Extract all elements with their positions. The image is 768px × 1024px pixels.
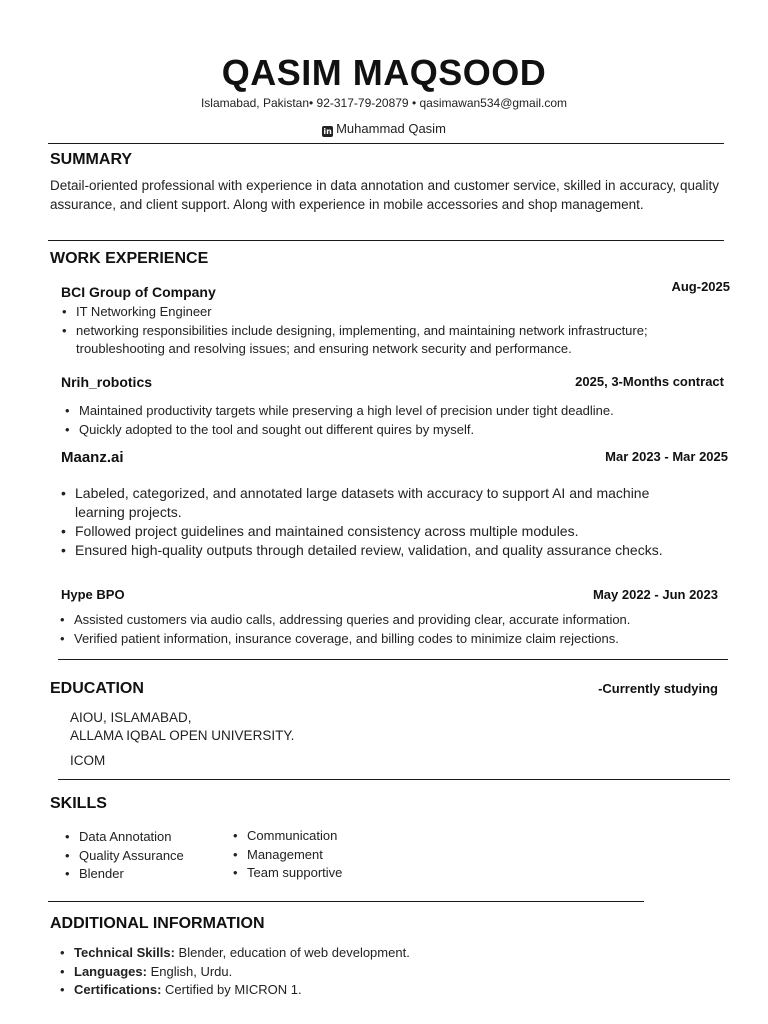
education-line: AIOU, ISLAMABAD,	[70, 710, 192, 725]
work-experience-heading: WORK EXPERIENCE	[50, 250, 209, 267]
list-item: • Followed project guidelines and maintained consistency across multiple modules.	[59, 522, 694, 541]
job-date: May 2022 - Jun 2023	[592, 587, 718, 602]
list-item: • Communication	[231, 827, 401, 846]
list-item: • Quickly adopted to the tool and sought out different quires by myself.	[63, 421, 743, 440]
contact-info: Islamabad, Pakistan• 92-317-79-20879 • qasimawan534@gmail.com	[200, 96, 568, 110]
job-bullets	[58, 611, 748, 648]
item-value: Blender, education of web development.	[174, 945, 410, 960]
item-value: English, Urdu.	[146, 963, 233, 979]
summary-text: Detail-oriented professional with experience in data annotation and customer service, skilled in accuracy, quality assurance, and client support. Along with experience in mobile accessories and shop management.	[50, 178, 719, 212]
list-item	[58, 944, 678, 963]
item-value: Certified by MICRON 1.	[161, 982, 302, 997]
list-item	[58, 981, 678, 1000]
job-date: Aug-2025	[671, 279, 730, 294]
skills-list	[63, 828, 233, 884]
list-item: • Assisted customers via audio calls, addressing queries and providing clear, accurate information.	[58, 611, 748, 630]
linkedin-icon: in	[323, 127, 332, 136]
divider	[48, 240, 724, 241]
job-bullets	[60, 303, 735, 359]
divider	[58, 659, 728, 660]
job-company: Maanz.ai	[61, 449, 124, 466]
list-item: • Ensured high-quality outputs through detailed review, validation, and quality assurance checks.	[59, 541, 694, 560]
list-item: • Team supportive	[231, 864, 401, 883]
skills-heading: SKILLS	[50, 795, 107, 812]
job-company: Nrih_robotics	[61, 374, 153, 390]
job-company: Hype BPO	[61, 587, 125, 602]
additional-info-heading: ADDITIONAL INFORMATION	[50, 915, 265, 932]
item-label: Certifications:	[74, 982, 162, 997]
education-status: -Currently studying	[598, 681, 718, 696]
linkedin-name[interactable]: Muhammad Qasim	[336, 121, 446, 136]
divider	[48, 901, 644, 902]
education-heading: EDUCATION	[50, 680, 144, 697]
divider	[48, 143, 724, 144]
additional-info-list	[58, 944, 678, 1000]
list-item: • Quality Assurance	[63, 847, 233, 866]
list-item: • IT Networking Engineer	[60, 303, 735, 322]
list-item: • Maintained productivity targets while preserving a high level of precision under tight deadline.	[63, 402, 743, 421]
job-company: BCI Group of Company	[61, 284, 216, 300]
item-label: Technical Skills:	[74, 945, 175, 960]
candidate-name: QASIM MAQSOOD	[221, 52, 547, 93]
summary-heading: SUMMARY	[50, 151, 133, 168]
job-bullets	[63, 402, 743, 439]
divider	[58, 779, 730, 780]
skills-list	[231, 827, 401, 883]
list-item: • Data Annotation	[63, 828, 233, 847]
job-bullets	[59, 484, 694, 560]
list-item: • Verified patient information, insurance coverage, and billing codes to minimize claim rejections.	[58, 630, 748, 649]
list-item: • Management	[231, 846, 401, 865]
job-date: Mar 2023 - Mar 2025	[605, 449, 728, 464]
list-item: • networking responsibilities include designing, implementing, and maintaining network infrastructure; troubleshooting and resolving issues; and ensuring network security and performance.	[60, 322, 735, 359]
list-item: • Labeled, categorized, and annotated large datasets with accuracy to support AI and machine learning projects.	[59, 484, 694, 522]
linkedin-row[interactable]	[0, 121, 768, 137]
list-item: • Blender	[63, 865, 233, 884]
education-line: ICOM	[70, 753, 106, 768]
education-line: ALLAMA IQBAL OPEN UNIVERSITY.	[70, 728, 295, 743]
job-date: 2025, 3-Months contract	[575, 374, 724, 389]
item-label: Languages:	[74, 963, 147, 979]
list-item	[58, 963, 678, 982]
